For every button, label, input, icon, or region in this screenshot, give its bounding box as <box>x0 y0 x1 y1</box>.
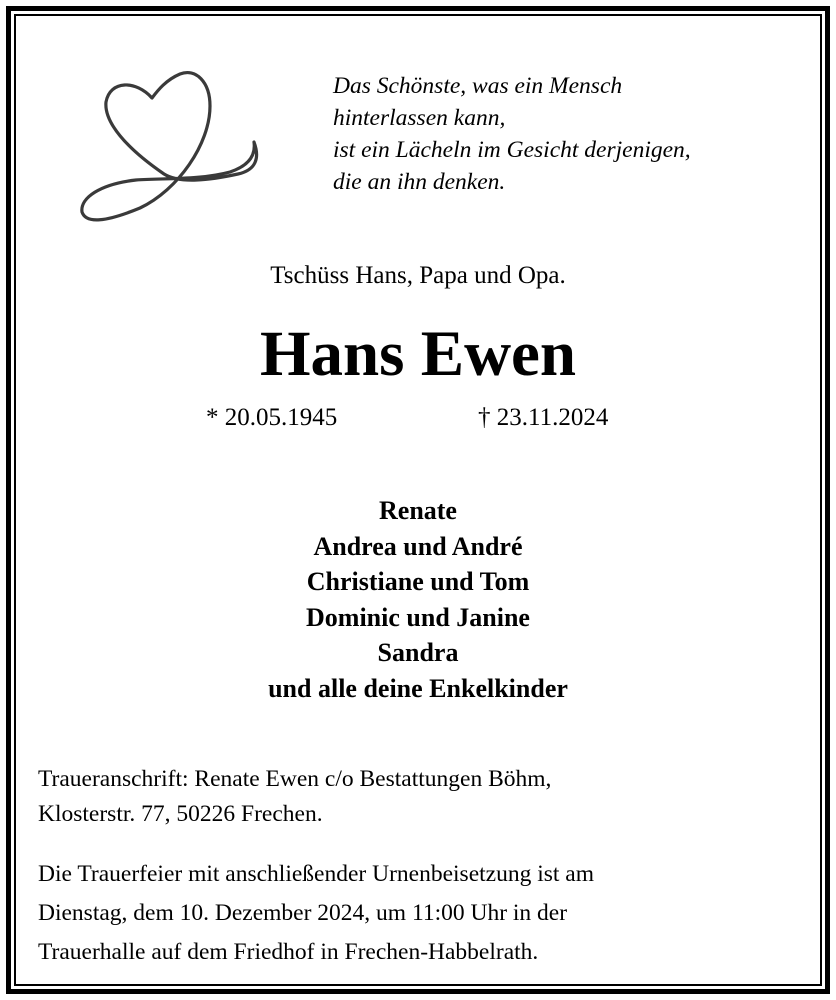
death-date: † 23.11.2024 <box>478 404 609 431</box>
quote-line: Das Schönste, was ein Mensch <box>333 73 623 99</box>
address-line: Klosterstr. 77, 50226 Frechen. <box>38 801 323 827</box>
memorial-quote <box>333 70 691 198</box>
deceased-name: Hans Ewen <box>259 318 577 390</box>
farewell-line: Tschüss Hans, Papa und Opa. <box>270 262 566 289</box>
heart-swirl-icon <box>70 62 270 232</box>
family-member: Sandra <box>377 638 459 668</box>
quote-line: hinterlassen kann, <box>333 105 506 131</box>
address-line: Traueranschrift: Renate Ewen c/o Bestattungen Böhm, <box>38 766 552 792</box>
family-member: und alle deine Enkelkinder <box>268 673 568 703</box>
family-list <box>0 493 836 707</box>
quote-line: ist ein Lächeln im Gesicht derjenigen, <box>333 137 691 163</box>
family-member: Christiane und Tom <box>306 567 530 597</box>
mourning-address <box>38 762 551 832</box>
family-member: Andrea und André <box>313 531 523 561</box>
family-member: Renate <box>379 496 457 525</box>
birth-date: * 20.05.1945 <box>206 404 338 431</box>
family-member: Dominic und Janine <box>306 602 530 632</box>
ceremony-info <box>38 855 594 972</box>
ceremony-line: Trauerhalle auf dem Friedhof in Frechen-Habbelrath. <box>38 939 539 965</box>
ceremony-line: Die Trauerfeier mit anschließender Urnenbeisetzung ist am <box>38 861 594 887</box>
quote-line: die an ihn denken. <box>333 169 506 195</box>
ceremony-line: Dienstag, dem 10. Dezember 2024, um 11:00 Uhr in der <box>38 900 568 926</box>
